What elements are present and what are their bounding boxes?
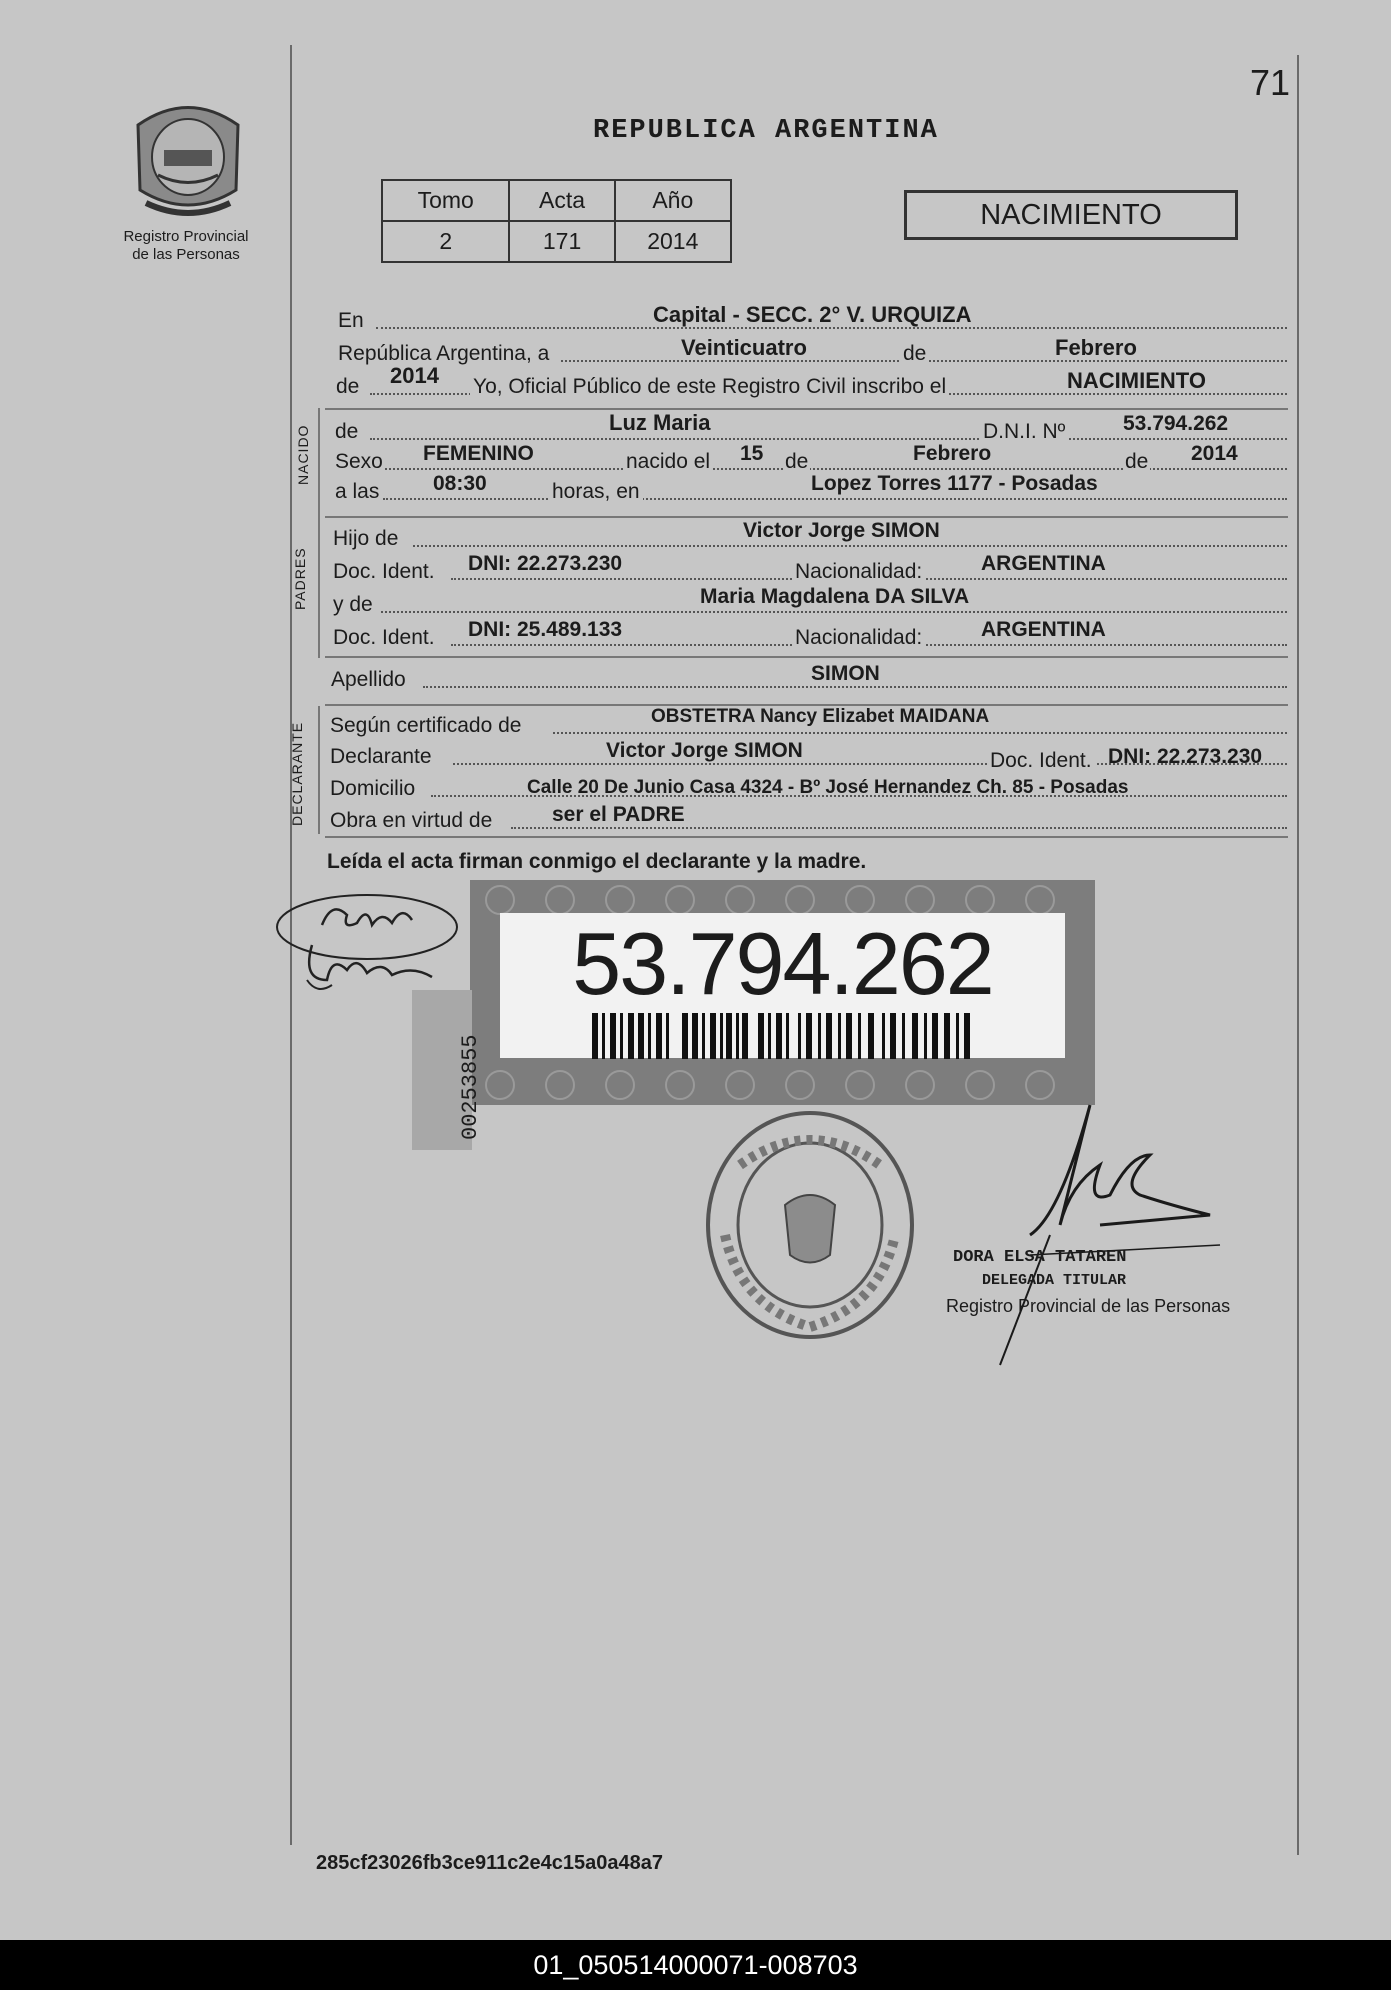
label-republica: República Argentina, a: [338, 342, 550, 365]
value-birth-day: 15: [740, 442, 764, 465]
registry-label-line2: de las Personas: [132, 246, 240, 263]
label-de-name: de: [335, 420, 359, 443]
separator: [325, 408, 1288, 410]
value-capacity: ser el PADRE: [552, 803, 685, 826]
separator: [325, 836, 1288, 838]
closing-statement: Leída el acta firman conmigo el declarante y la madre.: [327, 850, 867, 873]
line-address: [330, 771, 1287, 803]
label-a-las: a las: [335, 480, 380, 503]
label-doc-ident-decl: Doc. Ident.: [987, 749, 1095, 773]
label-nacido-el: nacido el: [623, 450, 713, 474]
serial-number: 00253855: [458, 1034, 483, 1140]
value-mother-nat: ARGENTINA: [981, 618, 1106, 641]
section-bar-declarante: [318, 706, 320, 834]
label-obra-en-virtud: Obra en virtud de: [330, 809, 493, 832]
header-anio: Año: [615, 180, 731, 221]
official-signature: [990, 1095, 1230, 1375]
label-doc-ident: Doc. Ident.: [333, 626, 435, 649]
section-label-nacido: NACIDO: [295, 424, 311, 485]
line-declarant: [330, 739, 1287, 772]
value-birth-place: Lopez Torres 1177 - Posadas: [811, 472, 1098, 495]
label-de-month: de: [1125, 450, 1149, 473]
document-hash: 285cf23026fb3ce911c2e4c15a0a48a7: [316, 1852, 664, 1874]
value-father-nat: ARGENTINA: [981, 552, 1106, 575]
value-year: 2014: [390, 363, 439, 388]
label-nacionalidad: Nacionalidad:: [792, 560, 925, 584]
line-mother-doc: [333, 620, 1287, 652]
registry-label-line1: Registro Provincial: [123, 228, 249, 245]
label-y-de: y de: [333, 593, 373, 616]
declarant-signatures: [272, 885, 472, 1005]
label-hijo-de: Hijo de: [333, 527, 399, 550]
value-birth-month: Febrero: [913, 442, 992, 465]
line-time-place: [333, 474, 1287, 506]
label-officer-text: Yo, Oficial Público de este Registro Civil inscribo el: [470, 375, 949, 399]
section-bar-padres: [318, 518, 320, 658]
value-tomo: 2: [382, 221, 509, 262]
dni-sticker-panel: [500, 913, 1065, 1058]
value-acta: 171: [509, 221, 614, 262]
line-father-doc: [333, 554, 1287, 586]
line-place: [333, 303, 1287, 335]
label-de-year: de: [336, 375, 360, 398]
value-sexo: FEMENINO: [423, 442, 534, 465]
official-seal: [700, 1105, 920, 1345]
barcode: [592, 1013, 972, 1059]
value-hour: 08:30: [433, 472, 487, 495]
province-emblem: [128, 95, 248, 225]
page-number: 71: [1250, 62, 1291, 103]
line-surname: [333, 662, 1287, 694]
label-de: de: [903, 342, 927, 365]
label-sexo: Sexo: [335, 450, 383, 473]
separator: [325, 516, 1288, 518]
label-dni: D.N.I. Nº: [983, 420, 1066, 443]
registry-label: [106, 228, 266, 264]
label-domicilio: Domicilio: [330, 777, 416, 800]
value-surname: SIMON: [811, 662, 880, 685]
dni-sticker: [470, 880, 1095, 1105]
section-label-padres: PADRES: [292, 547, 308, 610]
value-mother-doc: DNI: 25.489.133: [468, 618, 623, 641]
value-address: Calle 20 De Junio Casa 4324 - Bº José Hernandez Ch. 85 - Posadas: [527, 777, 1129, 798]
line-certificate: [330, 706, 1287, 740]
label-segun-certificado: Según certificado de: [330, 714, 522, 737]
record-type-box: NACIMIENTO: [904, 190, 1238, 240]
line-date: [333, 336, 1287, 368]
record-table: [381, 179, 732, 263]
label-de-day: de: [785, 450, 809, 473]
value-anio: 2014: [615, 221, 731, 262]
label-horas-en: horas, en: [549, 480, 643, 504]
label-nacionalidad: Nacionalidad:: [792, 626, 925, 650]
value-birth-year: 2014: [1191, 442, 1238, 465]
value-declarant: Victor Jorge SIMON: [606, 739, 803, 762]
value-declarant-doc: DNI: 22.273.230: [1108, 745, 1263, 768]
value-father: Victor Jorge SIMON: [743, 519, 940, 542]
line-capacity: [330, 803, 1287, 835]
section-label-declarante: DECLARANTE: [289, 721, 305, 826]
line-mother: [333, 587, 1287, 619]
separator: [325, 656, 1288, 658]
header-acta: Acta: [509, 180, 614, 221]
value-place: Capital - SECC. 2° V. URQUIZA: [653, 302, 972, 327]
value-month: Febrero: [1055, 335, 1137, 360]
label-en: En: [338, 309, 364, 332]
official-name: DORA ELSA TATAREN: [953, 1248, 1127, 1267]
serial-tag: [412, 990, 483, 1150]
dni-sticker-number: 53.794.262: [572, 914, 993, 1013]
value-certificate: OBSTETRA Nancy Elizabet MAIDANA: [651, 706, 990, 727]
file-id-bar: 01_050514000071-008703: [0, 1940, 1391, 1990]
value-day: Veinticuatro: [681, 335, 807, 360]
value-event: NACIMIENTO: [1067, 368, 1206, 393]
value-father-doc: DNI: 22.273.230: [468, 552, 623, 575]
line-officer: [333, 363, 1287, 401]
right-margin-line: [1297, 55, 1299, 1855]
document-title: REPUBLICA ARGENTINA: [593, 116, 939, 146]
official-office: Registro Provincial de las Personas: [946, 1296, 1231, 1316]
label-apellido: Apellido: [331, 668, 406, 691]
label-declarante: Declarante: [330, 745, 432, 768]
official-role: DELEGADA TITULAR: [982, 1272, 1127, 1289]
header-tomo: Tomo: [382, 180, 509, 221]
value-dni: 53.794.262: [1123, 412, 1229, 435]
label-doc-ident: Doc. Ident.: [333, 560, 435, 583]
section-bar-nacido: [318, 408, 320, 518]
value-mother: Maria Magdalena DA SILVA: [700, 585, 970, 608]
value-name: Luz Maria: [609, 410, 711, 435]
line-father: [333, 521, 1287, 553]
